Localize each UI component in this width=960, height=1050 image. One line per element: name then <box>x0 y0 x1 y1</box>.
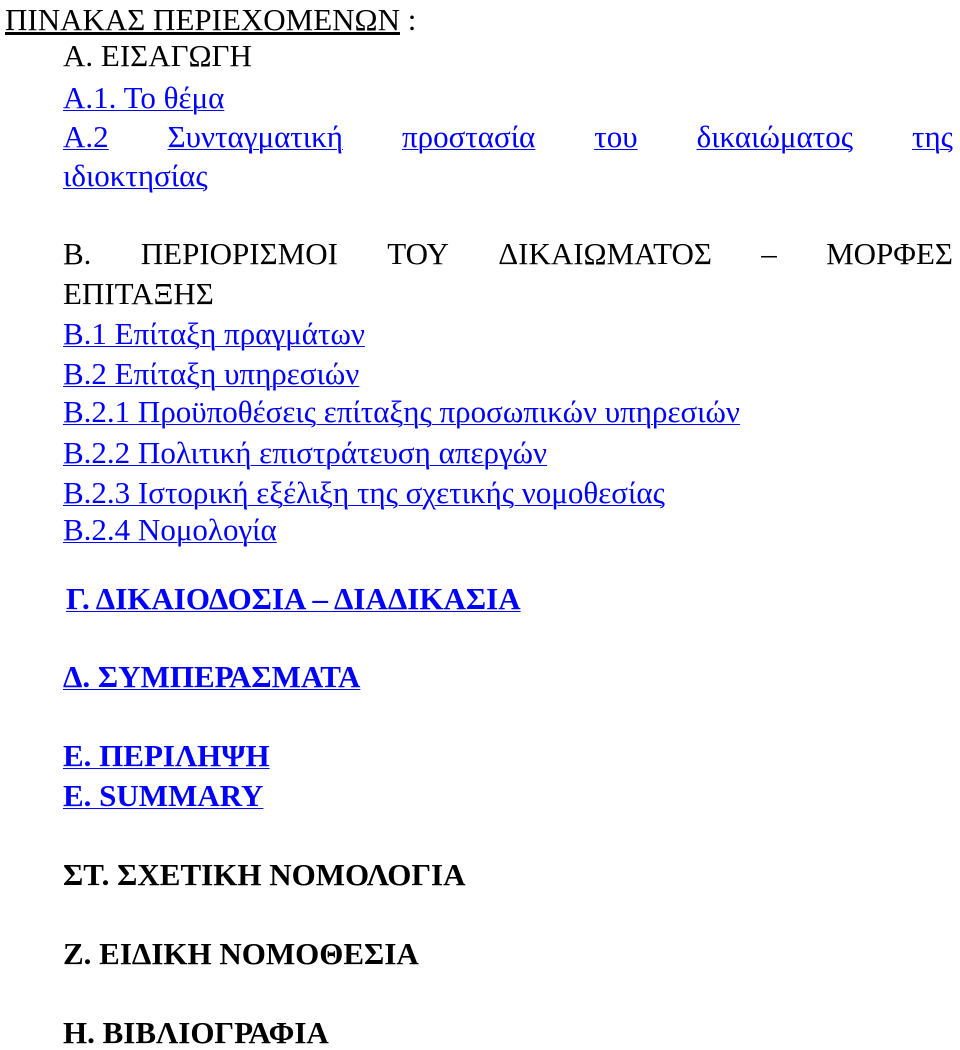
section-z-heading: Ζ. ΕΙΔΙΚΗ ΝΟΜΟΘΕΣΙΑ <box>63 936 419 971</box>
section-a-heading: Α. ΕΙΣΑΓΩΓΗ <box>63 38 252 73</box>
toc-link-a2-word[interactable]: προστασία <box>401 119 536 154</box>
section-b-heading-word: ΜΟΡΦΕΣ <box>826 236 953 271</box>
toc-link-a1[interactable]: Α.1. Το θέμα <box>63 80 225 115</box>
toc-heading <box>5 4 416 35</box>
section-b-heading-word: ΤΟΥ <box>387 236 449 271</box>
section-b-heading <box>63 238 953 269</box>
toc-link-a2-word[interactable]: Α.2 <box>63 119 109 154</box>
toc-link-section-e-perilipsi[interactable]: Ε. ΠΕΡΙΛΗΨΗ <box>63 738 270 773</box>
toc-link-b2[interactable]: Β.2 Επίταξη υπηρεσιών <box>63 356 360 391</box>
section-b-heading-continued: ΕΠΙΤΑΞΗΣ <box>63 276 214 311</box>
toc-heading-title: ΠΙΝΑΚΑΣ ΠΕΡΙΕΧΟΜΕΝΩΝ <box>5 2 400 37</box>
toc-link-section-d[interactable]: Δ. ΣΥΜΠΕΡΑΣΜΑΤΑ <box>63 659 361 694</box>
toc-link-b2-3[interactable]: Β.2.3 Ιστορική εξέλιξη της σχετικής νομοθεσίας <box>63 475 665 510</box>
section-b-heading-word: ΔΙΚΑΙΩΜΑΤΟΣ <box>498 236 712 271</box>
section-b-heading-word: Β. <box>63 236 92 271</box>
toc-link-section-g[interactable]: Γ. ΔΙΚΑΙΟΔΟΣΙΑ – ΔΙΑΔΙΚΑΣΙΑ <box>66 581 521 616</box>
toc-link-a2[interactable] <box>63 121 953 152</box>
toc-link-b1[interactable]: Β.1 Επίταξη πραγμάτων <box>63 316 365 351</box>
toc-link-a2-continued[interactable]: ιδιοκτησίας <box>63 158 208 193</box>
toc-link-section-e-summary[interactable]: Ε. SUMMARY <box>63 778 264 813</box>
toc-link-b2-2[interactable]: Β.2.2 Πολιτική επιστράτευση απεργών <box>63 435 548 470</box>
toc-link-a2-word[interactable]: του <box>594 119 638 154</box>
toc-heading-colon: : <box>399 2 417 37</box>
section-b-heading-word: – <box>761 236 777 271</box>
toc-link-a2-word[interactable]: Συνταγματική <box>167 119 343 154</box>
toc-link-b2-1[interactable]: Β.2.1 Προϋποθέσεις επίταξης προσωπικών υπηρεσιών <box>63 394 740 429</box>
toc-link-a2-word[interactable]: δικαιώματος <box>696 119 853 154</box>
toc-link-b2-4[interactable]: Β.2.4 Νομολογία <box>63 512 277 547</box>
toc-link-a2-word[interactable]: της <box>911 119 953 154</box>
section-h-heading: Η. ΒΙΒΛΙΟΓΡΑΦΙΑ <box>63 1015 329 1050</box>
section-st-heading: ΣΤ. ΣΧΕΤΙΚΗ ΝΟΜΟΛΟΓΙΑ <box>63 857 466 892</box>
section-b-heading-word: ΠΕΡΙΟΡΙΣΜΟΙ <box>140 236 338 271</box>
